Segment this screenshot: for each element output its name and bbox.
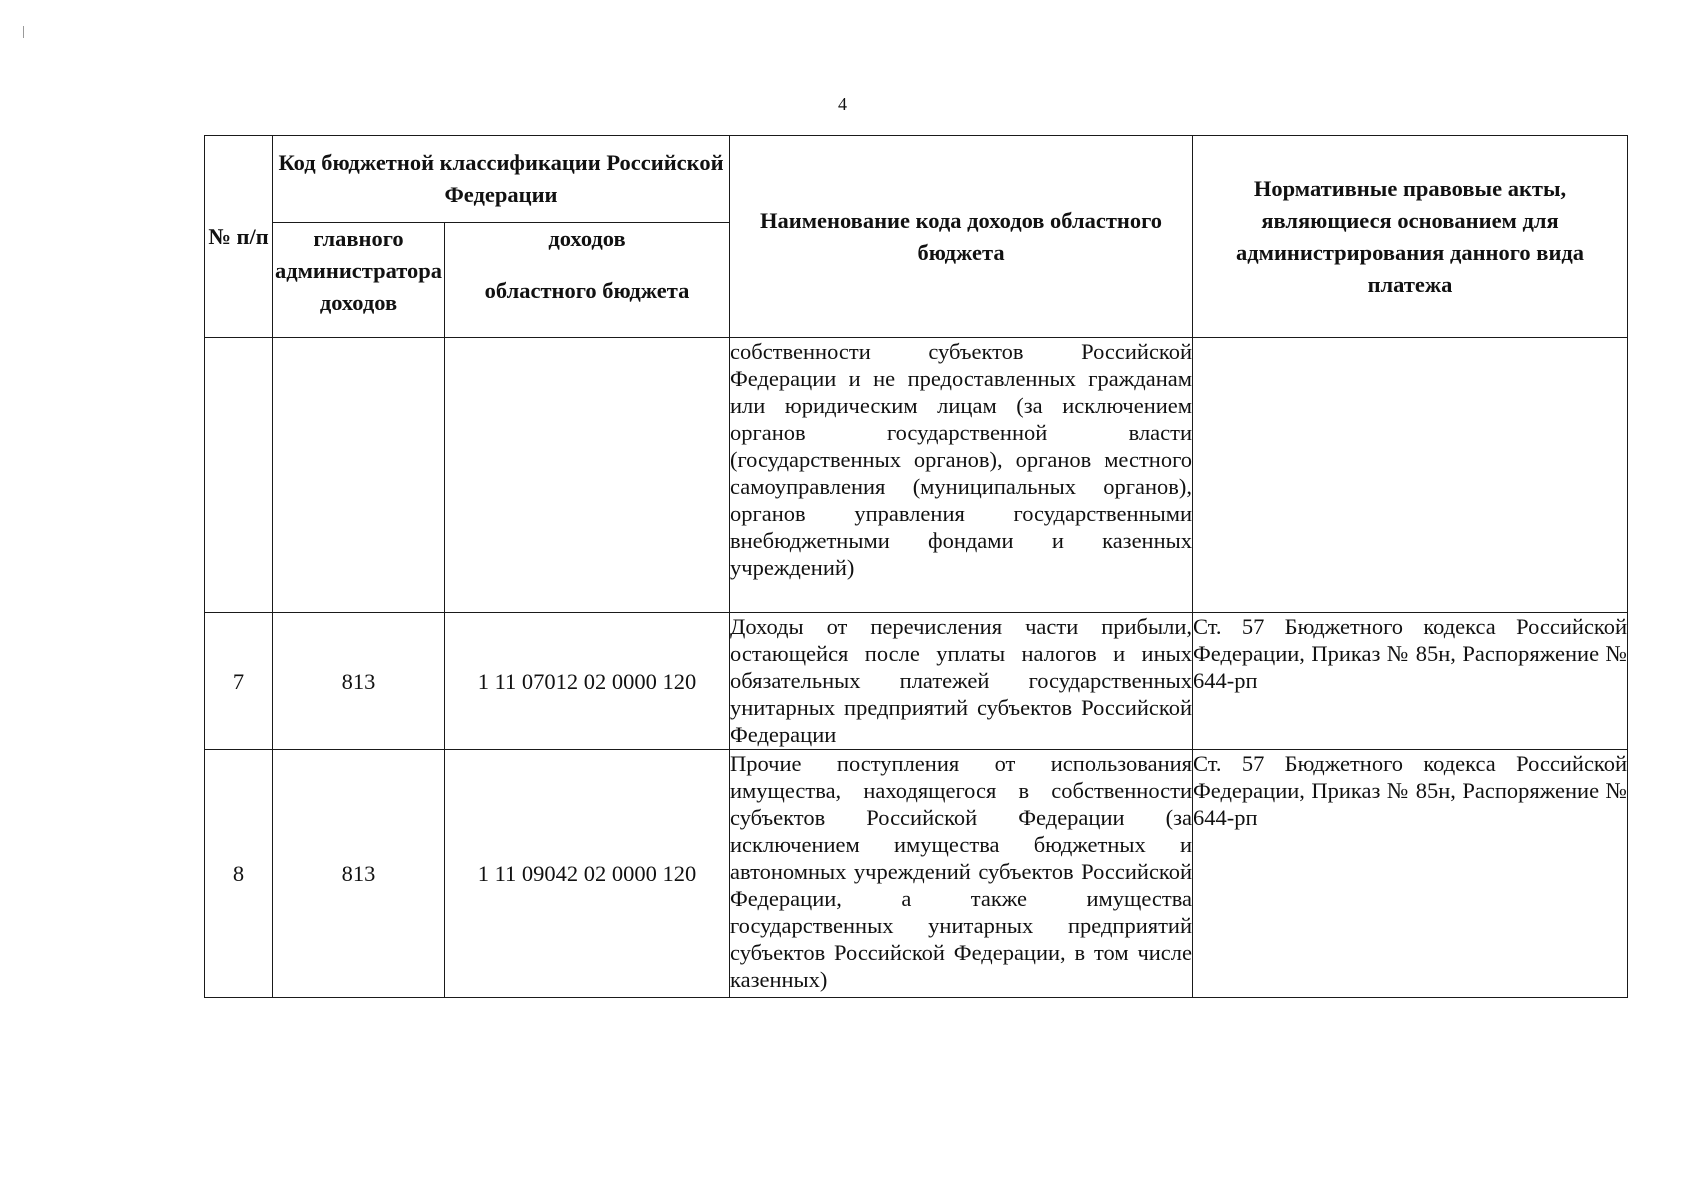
table-row [205,338,1628,613]
row-legal-acts: Ст. 57 Бюджетного кодекса Российской Федерации, Приказ № 85н, Распоряжение № 644-рп [1193,750,1628,998]
row-number [205,338,273,613]
scan-artifact-mark [23,26,24,38]
header-number: № п/п [205,136,273,338]
header-income-name: Наименование кода доходов областного бюджета [730,136,1193,338]
row-legal-acts: Ст. 57 Бюджетного кодекса Российской Федерации, Приказ № 85н, Распоряжение № 644-рп [1193,613,1628,750]
row-income-name: Прочие поступления от использования имущества, находящегося в собственности субъектов Российской Федерации (за исключением имущества бюджетных и автономных учреждений субъектов Российской Федерации, а также имущества государственных унитарных предприятий субъектов Российской Федерации, в том числе казенных) [730,750,1193,998]
header-legal-acts: Нормативные правовые акты, являющиеся основанием для администрирования данного вида платежа [1193,136,1628,338]
header-kbk-income-line2: областного бюджета [484,278,690,303]
row-income-code: 1 11 07012 02 0000 120 [445,613,730,750]
row-admin-code: 813 [273,750,445,998]
table-row [205,750,1628,998]
header-kbk-income [445,223,730,338]
row-number: 8 [205,750,273,998]
row-number: 7 [205,613,273,750]
row-income-code: 1 11 09042 02 0000 120 [445,750,730,998]
row-admin-code [273,338,445,613]
table-row [205,613,1628,750]
row-income-name: собственности субъектов Российской Федерации и не предоставленных гражданам или юридическим лицам (за исключением органов государственной власти (государственных органов), органов местного самоуправления (муниципальных органов), органов управления государственными внебюджетными фондами и казенных учреждений) [730,338,1193,613]
row-legal-acts [1193,338,1628,613]
budget-revenue-table [204,135,1628,998]
table-header-row [205,136,1628,223]
row-income-code [445,338,730,613]
header-kbk-income-gap [445,255,729,275]
header-kbk-admin: главного администратора доходов [273,223,445,338]
page-number: 4 [838,94,847,114]
row-income-name: Доходы от перечисления части прибыли, остающейся после уплаты налогов и иных обязательных платежей государственных унитарных предприятий субъектов Российской Федерации [730,613,1193,750]
header-kbk-group: Код бюджетной классификации Российской Федерации [273,136,730,223]
header-kbk-income-line1: доходов [548,226,626,251]
row-admin-code: 813 [273,613,445,750]
